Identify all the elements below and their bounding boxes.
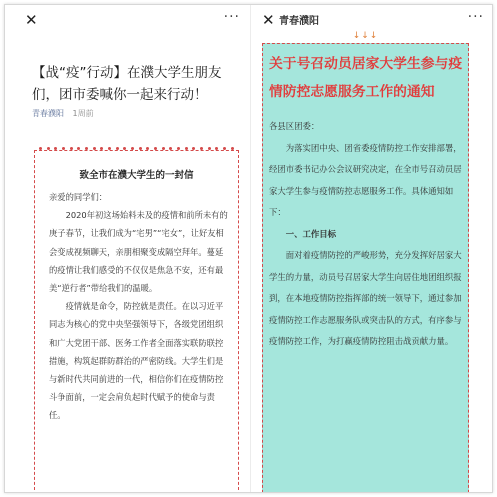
- letter-paragraph: 疫情就是命令，防控就是责任。在以习近平同志为核心的党中央坚强领导下，各级党团组织和广大党团干部、医务工作者全面落实联防联控措施，构筑起群防群治的严密防线。大学生们是与新时代共同前进的一代，相信你们在疫情防控斗争面前，一定会肩负起时代赋予的使命与责任。: [49, 301, 224, 421]
- letter-card: [34, 150, 239, 492]
- close-icon[interactable]: ✕: [25, 11, 38, 29]
- notice-greeting: 各县区团委：: [269, 121, 320, 131]
- publish-time: 1周前: [72, 109, 94, 118]
- notice-body: [269, 116, 462, 353]
- more-options-icon[interactable]: ···: [223, 9, 240, 25]
- screenshot-frame: [4, 4, 493, 493]
- article-meta: [32, 108, 94, 119]
- notice-card: [262, 31, 469, 492]
- letter-paragraph: 2020年初这场始料未及的疫情和前所未有的庚子春节，让我们成为“宅男”“宅女”，让好友相会变成视频聊天，亲朋相聚变成隔空拜年。蔓延的疫情让我们感受的不仅仅是焦急不安，还有最美“逆行者”带给我们的温暖。: [49, 210, 228, 294]
- section-heading: 一、工作目标: [285, 228, 337, 239]
- letter-salutation: 亲爱的同学们：: [49, 192, 108, 202]
- left-topbar: [5, 5, 250, 35]
- left-article-panel: [5, 5, 251, 492]
- notice-title: 关于号召动员居家大学生参与疫情防控志愿服务工作的通知: [269, 56, 463, 100]
- account-name-link[interactable]: 青春濮阳: [32, 109, 64, 118]
- letter-title: 致全市在濮大学生的一封信: [79, 170, 194, 181]
- down-arrows-icon: ↓↓↓: [352, 31, 379, 41]
- article-title: 【战“疫”行动】在濮大学生朋友们，团市委喊你一起来行动！: [32, 65, 222, 103]
- decorative-dot-border: [39, 147, 234, 153]
- right-article-panel: [252, 5, 493, 492]
- section-body: 面对着疫情防控的严峻形势，充分发挥好居家大学生的力量，动员号召居家大学生向居住地团组织报到，在本地疫情防控指挥部的统一领导下，通过参加疫情防控工作志愿服务队或突击队的方式，有序参与疫情防控工作，为打赢疫情防控阻击战贡献力量。: [269, 250, 462, 346]
- more-options-icon[interactable]: ···: [467, 9, 484, 25]
- header-account-title: 青春濮阳: [279, 16, 319, 27]
- letter-body: [49, 188, 228, 425]
- close-icon[interactable]: ✕: [262, 11, 275, 29]
- notice-intro: 为落实团中央、团省委疫情防控工作安排部署，经团市委书记办公会议研究决定，在全市号召动员居家大学生参与疫情防控志愿服务工作。具体通知如下：: [269, 142, 462, 217]
